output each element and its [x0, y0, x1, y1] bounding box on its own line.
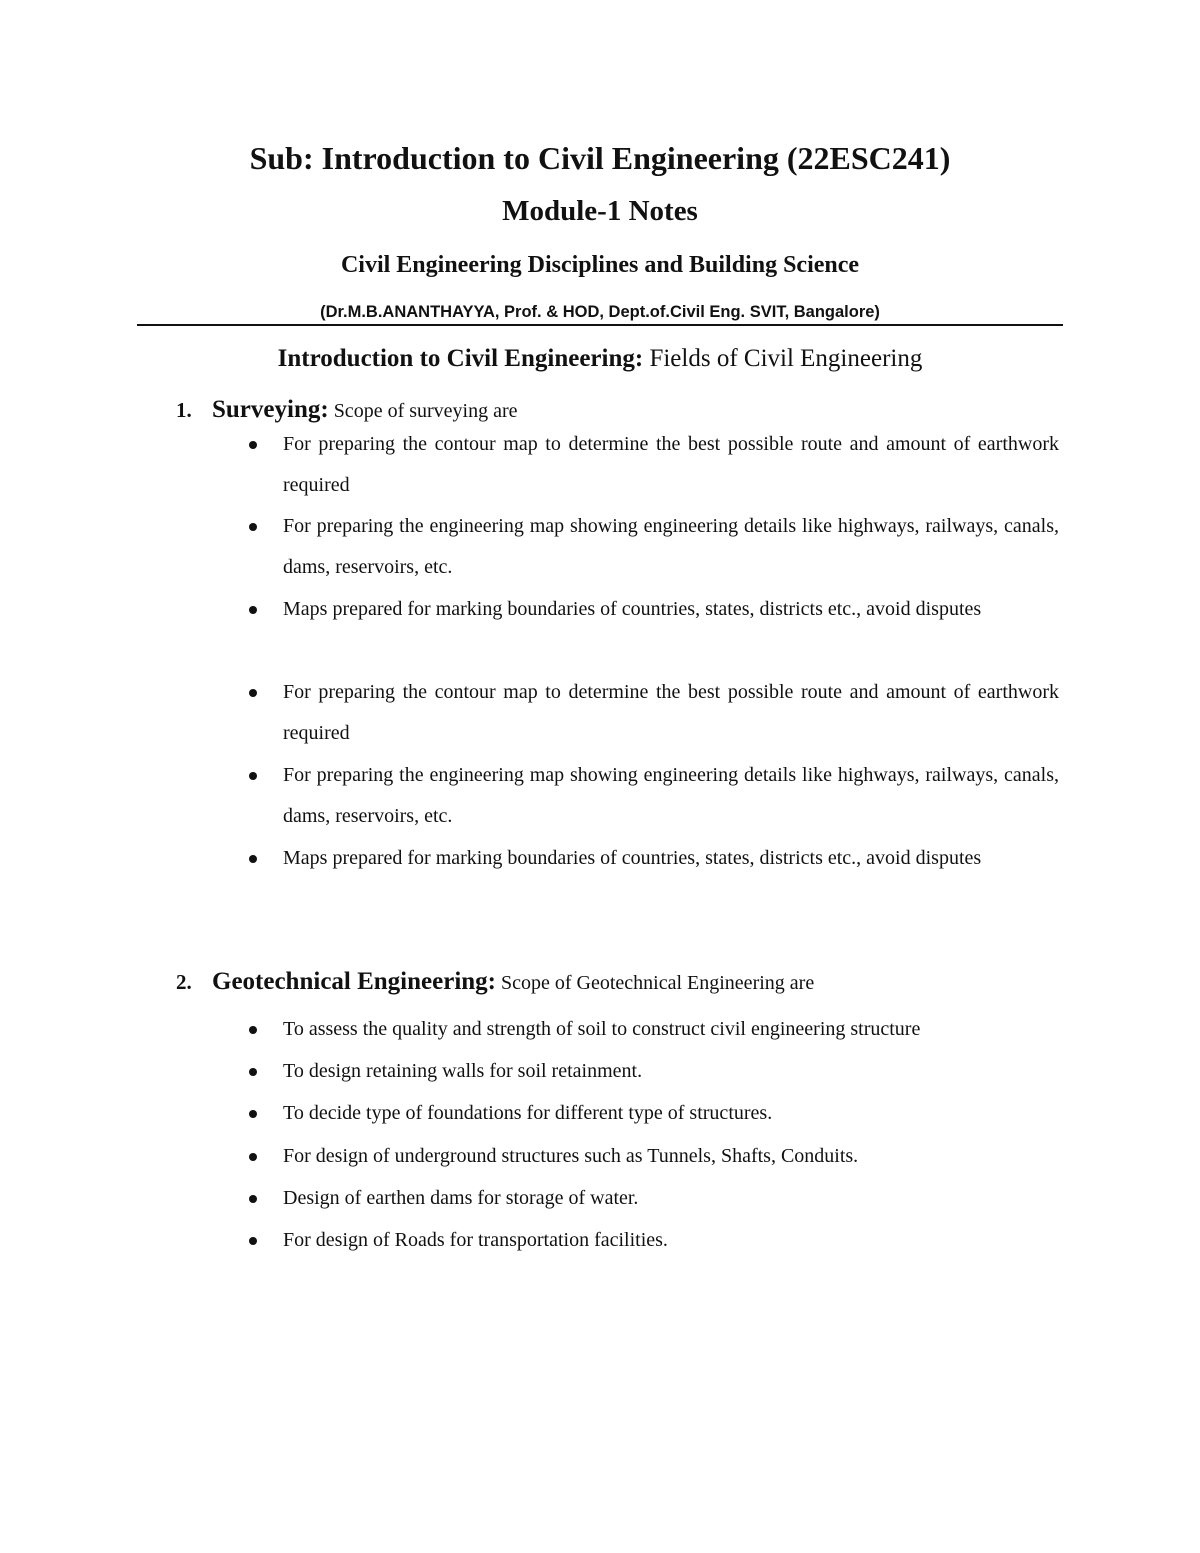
bullet-dot-icon: [249, 1153, 257, 1161]
list-item-text: Maps prepared for marking boundaries of countries, states, districts etc., avoid disputes: [283, 847, 982, 869]
list-item-text: To design retaining walls for soil retainment.: [283, 1060, 643, 1082]
list-item-text: For preparing the engineering map showing engineering details like highways, railways, canals, dams, reservoirs, etc.: [283, 764, 1059, 827]
bullet-dot-icon: [249, 441, 257, 449]
section-heading-rest: Scope of Geotechnical Engineering are: [496, 972, 815, 994]
section-heading-bold: Geotechnical Engineering:: [212, 968, 496, 995]
list-item-text: For design of Roads for transportation facilities.: [283, 1229, 668, 1251]
module-title: Module-1 Notes: [502, 195, 698, 227]
list-item-text: Maps prepared for marking boundaries of countries, states, districts etc., avoid disputes: [283, 598, 982, 620]
intro-rest-text: Fields of Civil Engineering: [643, 345, 923, 372]
section-number: 1.: [176, 398, 192, 422]
author-line: (Dr.M.B.ANANTHAYYA, Prof. & HOD, Dept.of.Civil Eng. SVIT, Bangalore): [320, 303, 880, 321]
bullet-dot-icon: [249, 772, 257, 780]
list-item-text: For design of underground structures such as Tunnels, Shafts, Conduits.: [283, 1145, 859, 1167]
bullet-dot-icon: [249, 1110, 257, 1118]
section-heading-rest: Scope of surveying are: [328, 400, 518, 422]
document-title: Sub: Introduction to Civil Engineering (22ESC241): [249, 140, 951, 176]
list-item-text: For preparing the contour map to determine the best possible route and amount of earthwork required: [283, 433, 1059, 496]
list-item-text: To assess the quality and strength of soil to construct civil engineering structure: [283, 1018, 921, 1040]
bullet-dot-icon: [249, 606, 257, 614]
bullet-dot-icon: [249, 1068, 257, 1076]
list-item-text: To decide type of foundations for different type of structures.: [283, 1102, 773, 1124]
header-divider: [137, 324, 1063, 326]
list-item-text: Design of earthen dams for storage of water.: [283, 1187, 639, 1209]
document-subtitle: Civil Engineering Disciplines and Building Science: [340, 252, 860, 278]
section-number: 2.: [176, 970, 192, 994]
section-heading-geotechnical: [176, 968, 814, 996]
intro-heading: [0, 345, 1200, 373]
section-heading-bold: Surveying:: [212, 396, 329, 423]
bullet-dot-icon: [249, 1026, 257, 1034]
bullet-dot-icon: [249, 1237, 257, 1245]
bullet-dot-icon: [249, 689, 257, 697]
list-item-text: For preparing the engineering map showing engineering details like highways, railways, canals, dams, reservoirs, etc.: [283, 515, 1059, 578]
bullet-dot-icon: [249, 855, 257, 863]
section-heading-surveying: [176, 396, 518, 424]
intro-bold-text: Introduction to Civil Engineering:: [277, 345, 644, 372]
bullet-dot-icon: [249, 523, 257, 531]
bullet-dot-icon: [249, 1195, 257, 1203]
list-item-text: For preparing the contour map to determine the best possible route and amount of earthwork required: [283, 681, 1059, 744]
